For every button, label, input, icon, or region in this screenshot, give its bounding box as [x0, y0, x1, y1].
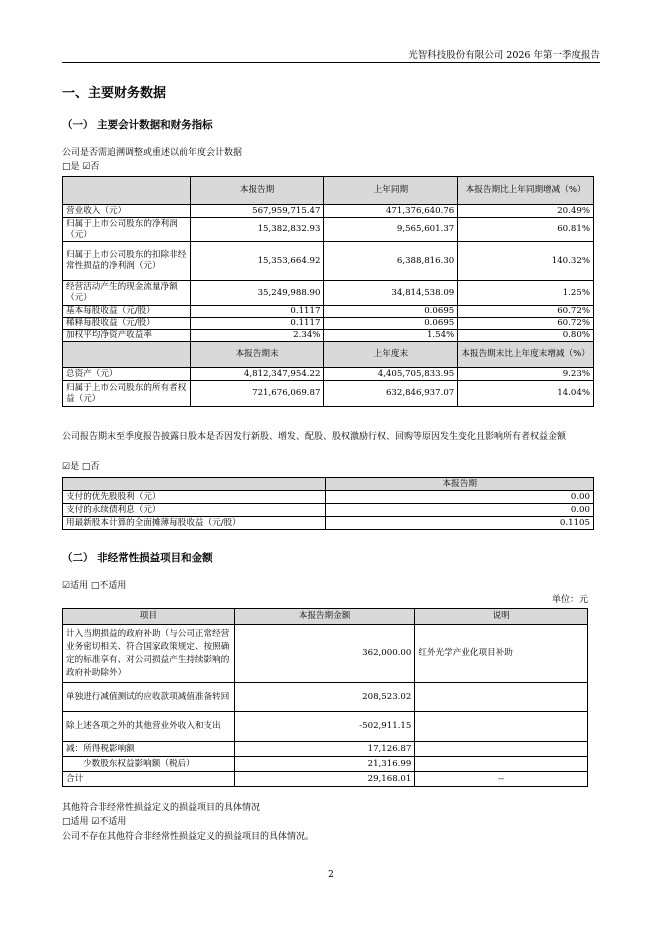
- cell-value: 9,565,601.37: [324, 218, 458, 242]
- table-row: [63, 368, 594, 381]
- cell-value: 15,353,664.92: [190, 242, 324, 281]
- cell-value: 15,382,832.93: [190, 218, 324, 242]
- row-label: 营业收入（元）: [63, 205, 191, 218]
- row-label: 减：所得税影响额: [63, 742, 235, 757]
- section-title: 一、主要财务数据: [62, 86, 167, 101]
- table-row: [63, 281, 594, 306]
- table-header-cell: 本报告期: [326, 478, 594, 491]
- cell-value: 0.1117: [190, 318, 324, 330]
- cell-value: 362,000.00: [234, 625, 415, 683]
- cell-value: 0.0695: [324, 306, 458, 318]
- table-row: [63, 683, 588, 712]
- cell-value: 471,376,640.76: [324, 205, 458, 218]
- page-number: 2: [328, 870, 334, 880]
- cell-note: [415, 712, 588, 742]
- cell-value: 0.00: [326, 504, 594, 517]
- row-label: 少数股东权益影响额（税后）: [63, 757, 235, 772]
- row-label: 总资产（元）: [63, 368, 191, 381]
- table-header-cell: 本报告期金额: [234, 609, 415, 625]
- table-header-blank: [63, 342, 191, 368]
- subsection-title-1: （一） 主要会计数据和财务指标: [62, 119, 213, 131]
- table-row: [63, 306, 594, 318]
- cell-value: 2.34%: [190, 330, 324, 342]
- share-change-options: ☑是 □否: [62, 462, 100, 472]
- cell-value: 6,388,816.30: [324, 242, 458, 281]
- cell-value: 60.72%: [458, 318, 594, 330]
- row-label: 归属于上市公司股东的所有者权益（元）: [63, 381, 191, 407]
- cell-note: [415, 683, 588, 712]
- cell-value: 17,126.87: [234, 742, 415, 757]
- table-row: [63, 712, 588, 742]
- cell-value: 35,249,988.90: [190, 281, 324, 306]
- table-header-cell: 本报告期末比上年度末增减（%）: [458, 342, 594, 368]
- row-label: 用最新股本计算的全面摊薄每股收益（元/股）: [63, 517, 326, 530]
- unit-label: 单位：元: [551, 595, 588, 605]
- cell-note: [415, 757, 588, 772]
- row-label: 加权平均净资产收益率: [63, 330, 191, 342]
- eps-table: [62, 477, 594, 530]
- cell-value: 721,676,069.87: [190, 381, 324, 407]
- row-label: 计入当期损益的政府补助（与公司正常经营业务密切相关、符合国家政策规定、按照确定的标准享有、对公司损益产生持续影响的政府补助除外）: [63, 625, 235, 683]
- table-header-blank: [63, 177, 191, 205]
- row-label: 基本每股收益（元/股）: [63, 306, 191, 318]
- table-row: [63, 381, 594, 407]
- cell-note: --: [415, 772, 588, 787]
- non-recurring-table: [62, 608, 588, 787]
- cell-value: 0.0695: [324, 318, 458, 330]
- row-label: 单独进行减值测试的应收款项减值准备转回: [63, 683, 235, 712]
- key-financial-table: [62, 176, 594, 407]
- table-row: [63, 318, 594, 330]
- table-row: [63, 742, 588, 757]
- table-row: [63, 625, 588, 683]
- table-header-cell: 说明: [415, 609, 588, 625]
- share-change-question: 公司报告期末至季度报告披露日股本是否因发行新股、增发、配股、股权激励行权、回购等原因发生变化且影响所有者权益金额: [62, 432, 567, 442]
- cell-value: 20.49%: [458, 205, 594, 218]
- table-row: [63, 491, 594, 504]
- table-row: [63, 504, 594, 517]
- cell-value: 60.81%: [458, 218, 594, 242]
- cell-note: [415, 742, 588, 757]
- row-label: 经营活动产生的现金流量净额（元）: [63, 281, 191, 306]
- table-header-row: [63, 609, 588, 625]
- table-row: [63, 242, 594, 281]
- table-header-cell: 本报告期: [190, 177, 324, 205]
- header-rule: [62, 62, 600, 63]
- cell-value: 208,523.02: [234, 683, 415, 712]
- page-header-title: 光智科技股份有限公司 2026 年第一季度报告: [408, 50, 600, 61]
- row-label: 支付的优先股股利（元）: [63, 491, 326, 504]
- table-header-row: [63, 478, 594, 491]
- row-label: 除上述各项之外的其他营业外收入和支出: [63, 712, 235, 742]
- table-row: [63, 772, 588, 787]
- cell-value: 140.32%: [458, 242, 594, 281]
- table-header-cell: 本报告期末: [190, 342, 324, 368]
- cell-value: 60.72%: [458, 306, 594, 318]
- cell-value: 21,316.99: [234, 757, 415, 772]
- cell-value: 0.1105: [326, 517, 594, 530]
- table-row: [63, 517, 594, 530]
- table-header-cell: 本报告期比上年同期增减（%）: [458, 177, 594, 205]
- table-row: [63, 218, 594, 242]
- table-header-cell: 上年度末: [324, 342, 458, 368]
- row-label: 归属于上市公司股东的扣除非经常性损益的净利润（元）: [63, 242, 191, 281]
- cell-value: -502,911.15: [234, 712, 415, 742]
- cell-value: 1.54%: [324, 330, 458, 342]
- table-row: [63, 757, 588, 772]
- cell-value: 29,168.01: [234, 772, 415, 787]
- cell-value: 0.1117: [190, 306, 324, 318]
- cell-value: 567,959,715.47: [190, 205, 324, 218]
- table-header-blank: [63, 478, 326, 491]
- cell-value: 632,846,937.07: [324, 381, 458, 407]
- other-question: 其他符合非经常性损益定义的损益项目的具体情况: [62, 803, 261, 813]
- cell-value: 9.23%: [458, 368, 594, 381]
- cell-value: 4,405,705,833.95: [324, 368, 458, 381]
- row-label: 归属于上市公司股东的净利润（元）: [63, 218, 191, 242]
- applicable-options: ☑适用 □不适用: [62, 581, 127, 591]
- restate-options: □是 ☑否: [62, 162, 100, 172]
- cell-value: 34,814,538.09: [324, 281, 458, 306]
- table-header-cell: 上年同期: [324, 177, 458, 205]
- table-header-row: [63, 177, 594, 205]
- row-label: 稀释每股收益（元/股）: [63, 318, 191, 330]
- cell-value: 4,812,347,954.22: [190, 368, 324, 381]
- table-row: [63, 330, 594, 342]
- other-statement: 公司不存在其他符合非经常性损益定义的损益项目的具体情况。: [62, 832, 315, 842]
- table-row: [63, 205, 594, 218]
- row-label: 支付的永续债利息（元）: [63, 504, 326, 517]
- cell-value: 14.04%: [458, 381, 594, 407]
- cell-value: 0.80%: [458, 330, 594, 342]
- other-options: □适用 ☑不适用: [62, 817, 127, 827]
- row-label: 合计: [63, 772, 235, 787]
- table-header-cell: 项目: [63, 609, 235, 625]
- cell-value: 0.00: [326, 491, 594, 504]
- restate-question: 公司是否需追溯调整或重述以前年度会计数据: [62, 148, 243, 158]
- cell-note: 红外光学产业化项目补助: [415, 625, 588, 683]
- cell-value: 1.25%: [458, 281, 594, 306]
- table-header-row: [63, 342, 594, 368]
- subsection-title-2: （二） 非经常性损益项目和金额: [62, 552, 213, 564]
